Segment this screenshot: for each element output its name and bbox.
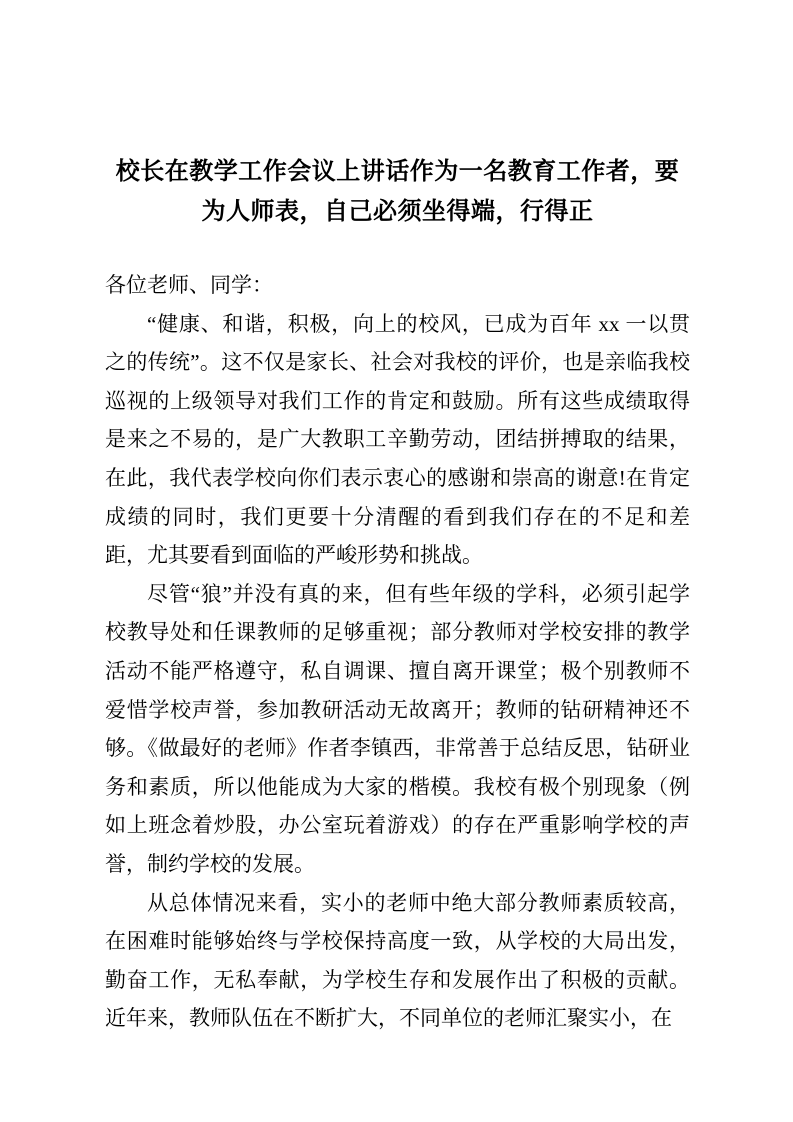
paragraph-3: 从总体情况来看，实小的老师中绝大部分教师素质较高，在困难时能够始终与学校保持高度一致，从学校的大局出发，勤奋工作，无私奉献，为学校生存和发展作出了积极的贡献。近年来，教师队伍在不断扩大，不同单位的老师汇聚实小，在 [105, 890, 690, 1031]
paragraph-2: 尽管“狼”并没有真的来，但有些年级的学科，必须引起学校教导处和任课教师的足够重视；部分教师对学校安排的教学活动不能严格遵守，私自调课、擅自离开课堂；极个别教师不爱惜学校声誉，参加教研活动无故离开；教师的钻研精神还不够。《做最好的老师》作者李镇西，非常善于总结反思，钻研业务和素质，所以他能成为大家的楷模。我校有极个别现象（例如上班念着炒股，办公室玩着游戏）的存在严重影响学校的声誉，制约学校的发展。 [105, 581, 690, 876]
paragraph-1: “健康、和谐，积极，向上的校风，已成为百年 xx 一以贯之的传统”。这不仅是家长、社会对我校的评价，也是亲临我校巡视的上级领导对我们工作的肯定和鼓励。所有这些成绩取得是来之不易的，是广大教职工辛勤劳动，团结拼搏取的结果，在此，我代表学校向你们表示衷心的感谢和崇高的谢意!在肯定成绩的同时，我们更要十分清醒的看到我们存在的不足和差距，尤其要看到面临的严峻形势和挑战。 [105, 311, 690, 568]
document-body [105, 266, 690, 1038]
document-title: 校长在教学工作会议上讲话作为一名教育工作者，要为人师表，自己必须坐得端，行得正 [115, 159, 680, 225]
salutation-line: 各位老师、同学： [105, 273, 273, 297]
